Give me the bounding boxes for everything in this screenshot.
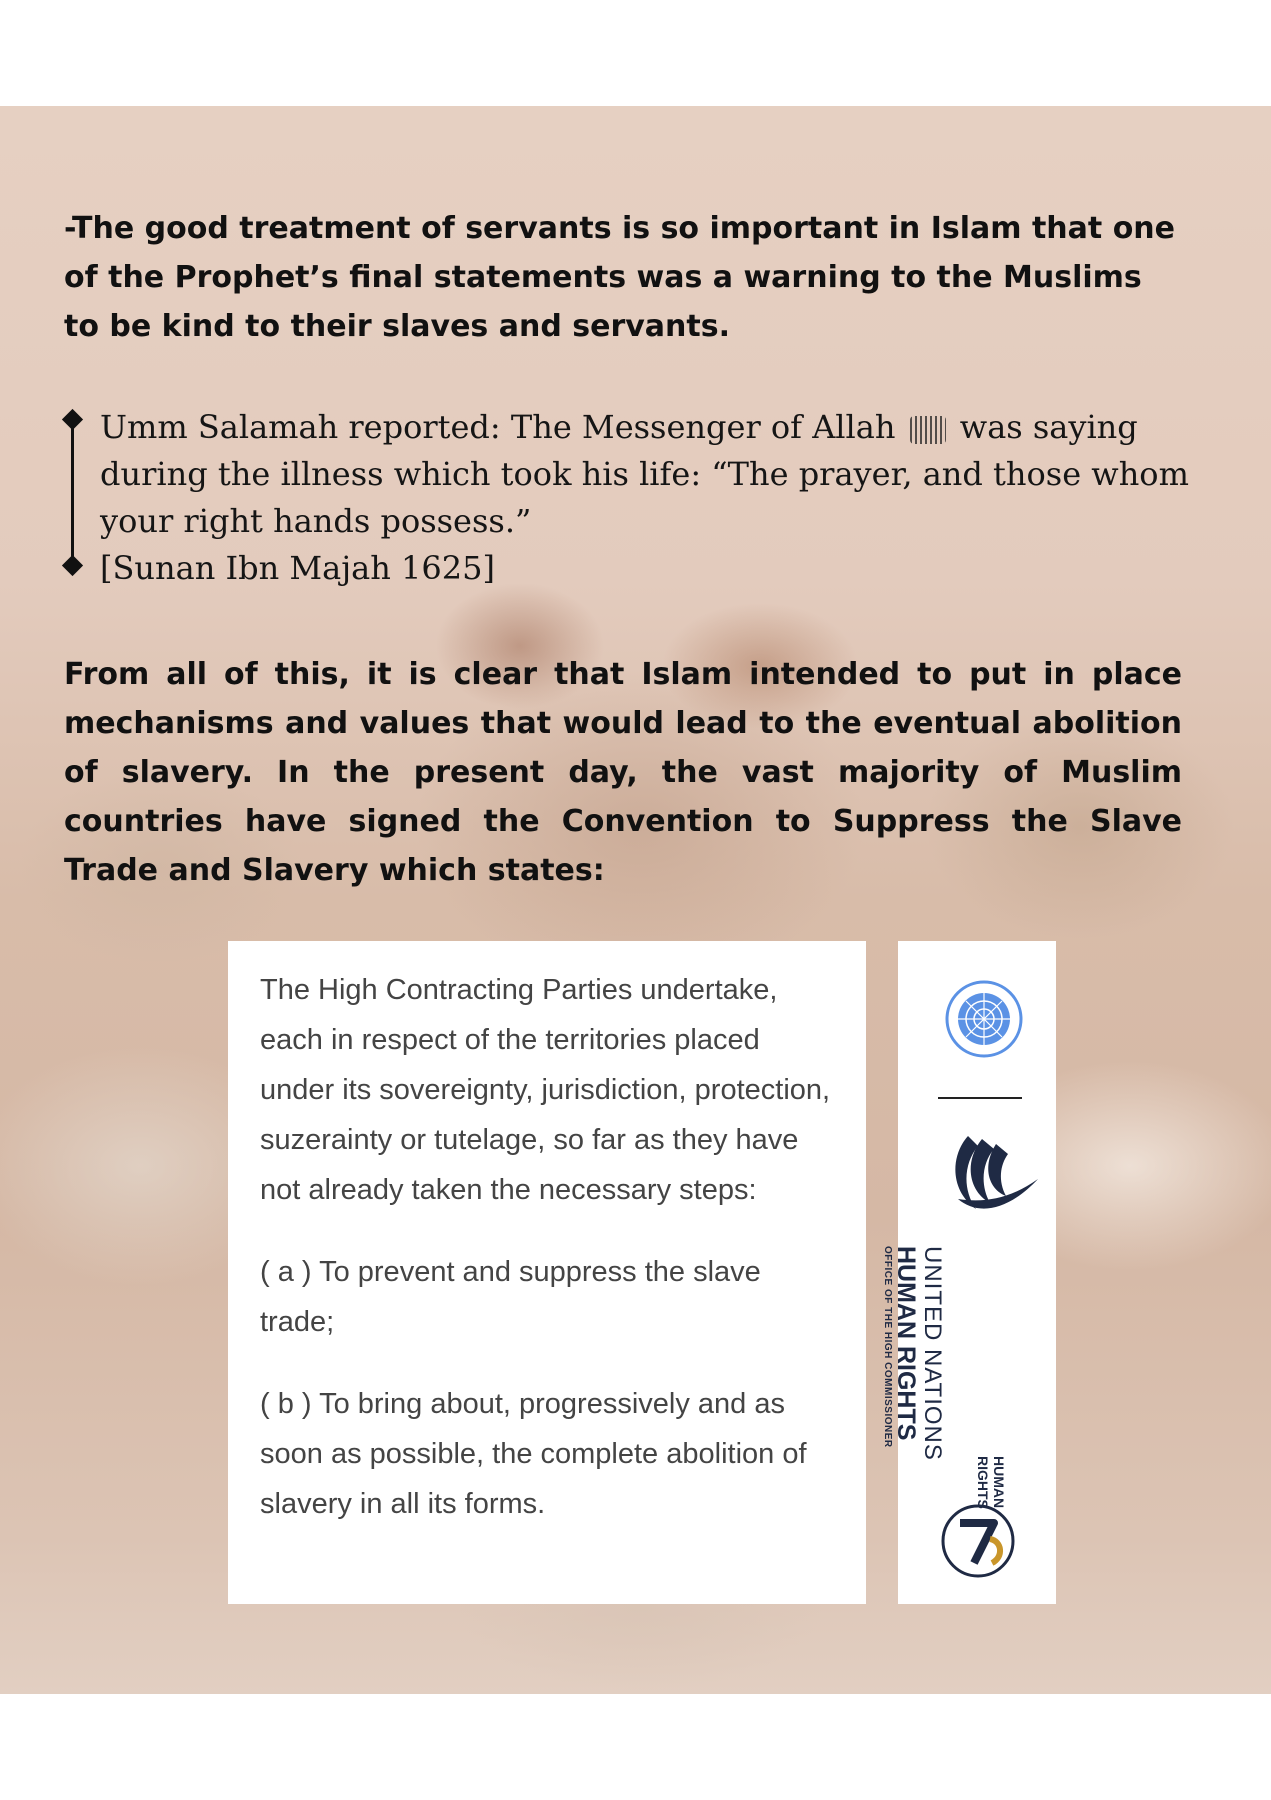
quote-bottom-diamond-icon: [62, 555, 83, 576]
badge-rights: RIGHTS: [975, 1456, 991, 1509]
hadith-text-end: was saying during the illness which took his life: “The prayer, and those whom your right hands possess.”: [100, 408, 1189, 540]
un-logo-text: [880, 1246, 946, 1496]
poster: [0, 106, 1271, 1694]
convention-excerpt: [228, 941, 866, 1604]
badge-human: HUMAN: [991, 1456, 1007, 1509]
conclusion-paragraph: From all of this, it is clear that Islam intended to put in place mechanisms and values that would lead to the eventual abolition of slavery. In the present day, the vast majority of Muslim countries have signed the Convention to Suppress the Slave Trade and Slavery which states:: [64, 657, 1182, 888]
convention-clause-a: ( a ) To prevent and suppress the slave trade;: [260, 1256, 761, 1338]
pbuh-calligraphy-icon: [910, 416, 946, 444]
human-rights-flame-icon: [955, 1136, 1038, 1209]
quote-bar: [71, 420, 74, 566]
logo-united-nations: UNITED NATIONS: [919, 1246, 946, 1461]
hadith-text-start: Umm Salamah reported: The Messenger of Allah: [100, 408, 896, 446]
hadith-text: [100, 404, 1210, 592]
intro-paragraph: -The good treatment of servants is so important in Islam that one of the Prophet’s final statements was a warning to the Muslims to be kind to their slaves and servants.: [64, 211, 1176, 344]
logo-office-high-commissioner: OFFICE OF THE HIGH COMMISSIONER: [882, 1246, 893, 1448]
un-emblem-icon: [947, 982, 1021, 1056]
convention-preamble: The High Contracting Parties undertake, each in respect of the territories placed under its sovereignty, jurisdiction, protection, suzerainty or tutelage, so far as they have not already taken the necessary steps:: [260, 974, 831, 1206]
hr75-badge-text: [970, 1456, 1008, 1526]
hadith-quote: [64, 408, 1214, 587]
logo-human-rights: HUMAN RIGHTS: [892, 1246, 920, 1441]
convention-clause-b: ( b ) To bring about, progressively and as soon as possible, the complete abolition of slavery in all its forms.: [260, 1388, 807, 1520]
hadith-source: [Sunan Ibn Majah 1625]: [100, 549, 495, 587]
un-human-rights-logo: [882, 941, 1056, 1604]
quote-top-diamond-icon: [62, 409, 83, 430]
